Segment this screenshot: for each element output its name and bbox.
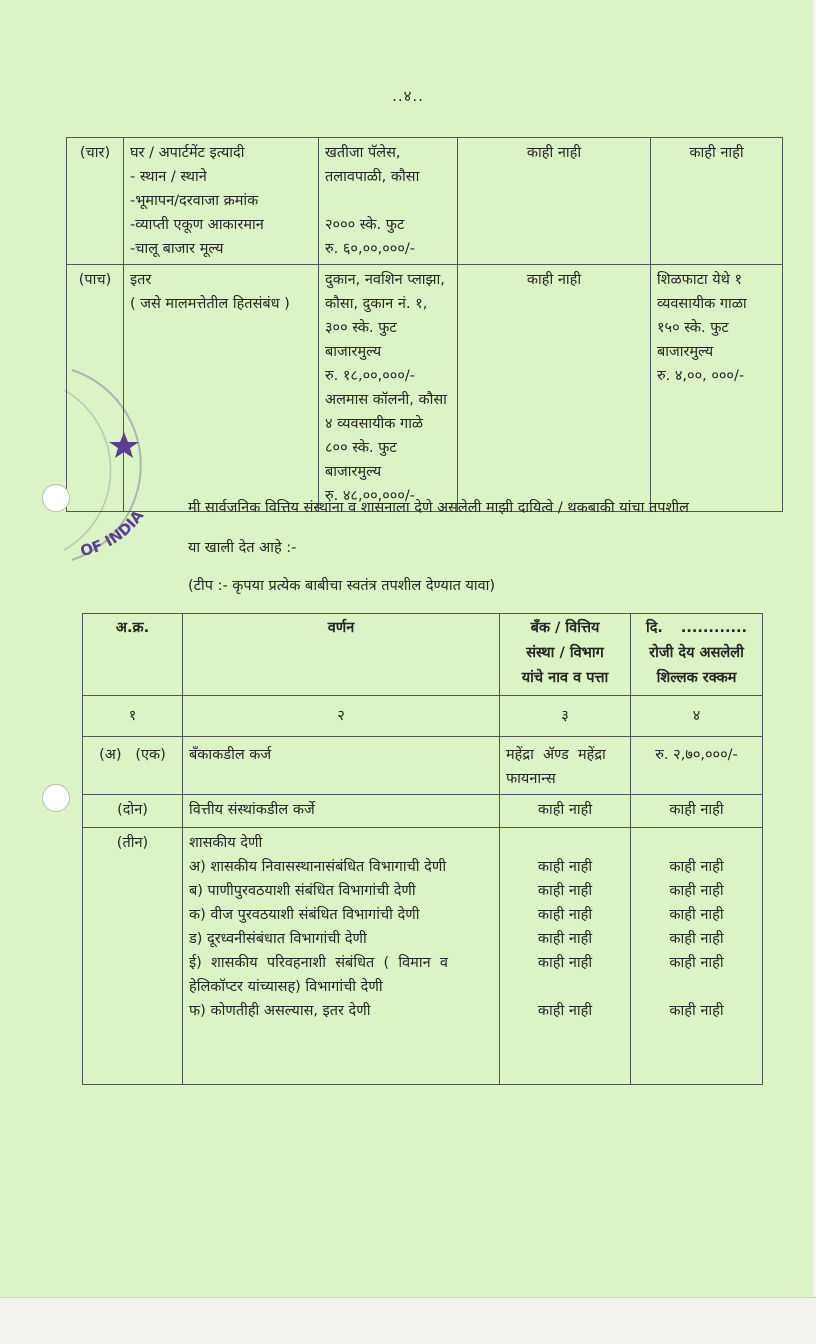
header-description: वर्णन xyxy=(183,614,500,696)
liabilities-row-financial-loans xyxy=(83,795,763,828)
asset-dependent-details: काही नाही xyxy=(651,138,783,265)
header-bank: बँक / वित्तिय संस्था / विभाग यांचे नाव व पत्ता xyxy=(500,614,631,696)
liabilities-table xyxy=(82,613,763,1085)
punch-hole xyxy=(42,784,70,812)
punch-hole xyxy=(42,484,70,512)
header-amount: दि. ............ रोजी देय असलेली शिल्लक रक्कम xyxy=(631,614,763,696)
column-number: २ xyxy=(183,696,500,737)
stamp-text: OF INDIA xyxy=(78,506,148,561)
asset-row-house xyxy=(67,138,783,265)
row-number: (तीन) xyxy=(83,828,183,1085)
column-number: १ xyxy=(83,696,183,737)
row-number: (दोन) xyxy=(83,795,183,828)
row-description: वित्तीय संस्थांकडील कर्जे xyxy=(183,795,500,828)
liabilities-header-row xyxy=(83,614,763,696)
liabilities-note: (टीप :- कृपया प्रत्येक बाबीचा स्वतंत्र तपशील देण्यात यावा) xyxy=(188,578,496,594)
row-description: बँकाकडील कर्ज xyxy=(183,737,500,795)
page-bottom-margin xyxy=(0,1297,816,1344)
asset-spouse-details: काही नाही xyxy=(458,265,651,512)
liabilities-row-bank-loan xyxy=(83,737,763,795)
row-bank: काही नाही काही नाही काही नाही काही नाही काही नाही काही नाही xyxy=(500,828,631,1085)
row-amount: काही नाही काही नाही काही नाही काही नाही काही नाही काही नाही xyxy=(631,828,763,1085)
asset-description: घर / अपार्टमेंट इत्यादी - स्थान / स्थाने -भूमापन/दरवाजा क्रमांक -व्याप्ती एकूण आकारमान -चालू बाजार मूल्य xyxy=(124,138,319,265)
row-amount: रु. २,७०,०००/- xyxy=(631,737,763,795)
asset-self-details: खतीजा पॅलेस, तलावपाळी, कौसा २००० स्के. फुट रु. ६०,००,०००/- xyxy=(319,138,458,265)
row-bank: काही नाही xyxy=(500,795,631,828)
asset-self-details: दुकान, नवशिन प्लाझा, कौसा, दुकान नं. १, ३०० स्के. फुट बाजारमुल्य रु. १८,००,०००/- अलमास कॉलनी, कौसा ४ व्यवसायीक गाळे ८०० स्के. फुट बाजारमुल्य रु. ४८,००,०००/- xyxy=(319,265,458,512)
row-description: शासकीय देणी अ) शासकीय निवासस्थानासंबंधित विभागाची देणी ब) पाणीपुरवठयाशी संबंधित विभागांची देणी क) वीज पुरवठयाशी संबंधित विभागांची देणी ड) दूरध्वनीसंबंधात विभागांची देणी ई) शासकीय परिवहनाशी संबंधित ( विमान व हेलिकॉप्टर यांच्यासह) विभागांची देणी फ) कोणतीही असल्यास, इतर देणी xyxy=(183,828,500,1085)
header-serial: अ.क्र. xyxy=(83,614,183,696)
asset-row-number: (चार) xyxy=(67,138,124,265)
row-number: (अ) (एक) xyxy=(83,737,183,795)
liabilities-intro-line1: मी सार्वजनिक वित्तिय संस्थांना व शासनाला देणे असलेली माझी दायित्वे / थकबाकी यांचा तपशील xyxy=(188,500,689,516)
asset-row-other xyxy=(67,265,783,512)
row-amount: काही नाही xyxy=(631,795,763,828)
column-number: ४ xyxy=(631,696,763,737)
asset-spouse-details: काही नाही xyxy=(458,138,651,265)
asset-row-number: (पाच) xyxy=(67,265,124,512)
page-number: ..४.. xyxy=(392,87,424,105)
liabilities-row-government-dues xyxy=(83,828,763,1085)
asset-dependent-details: शिळफाटा येथे १ व्यवसायीक गाळा १५० स्के. फुट बाजारमुल्य रु. ४,००, ०००/- xyxy=(651,265,783,512)
column-number: ३ xyxy=(500,696,631,737)
assets-table xyxy=(66,137,783,512)
row-bank: महेंद्रा ॲण्ड महेंद्रा फायनान्स xyxy=(500,737,631,795)
asset-description: इतर ( जसे मालमत्तेतील हितसंबंध ) xyxy=(124,265,319,512)
liabilities-column-number-row xyxy=(83,696,763,737)
liabilities-intro-line2: या खाली देत आहे :- xyxy=(188,540,297,556)
